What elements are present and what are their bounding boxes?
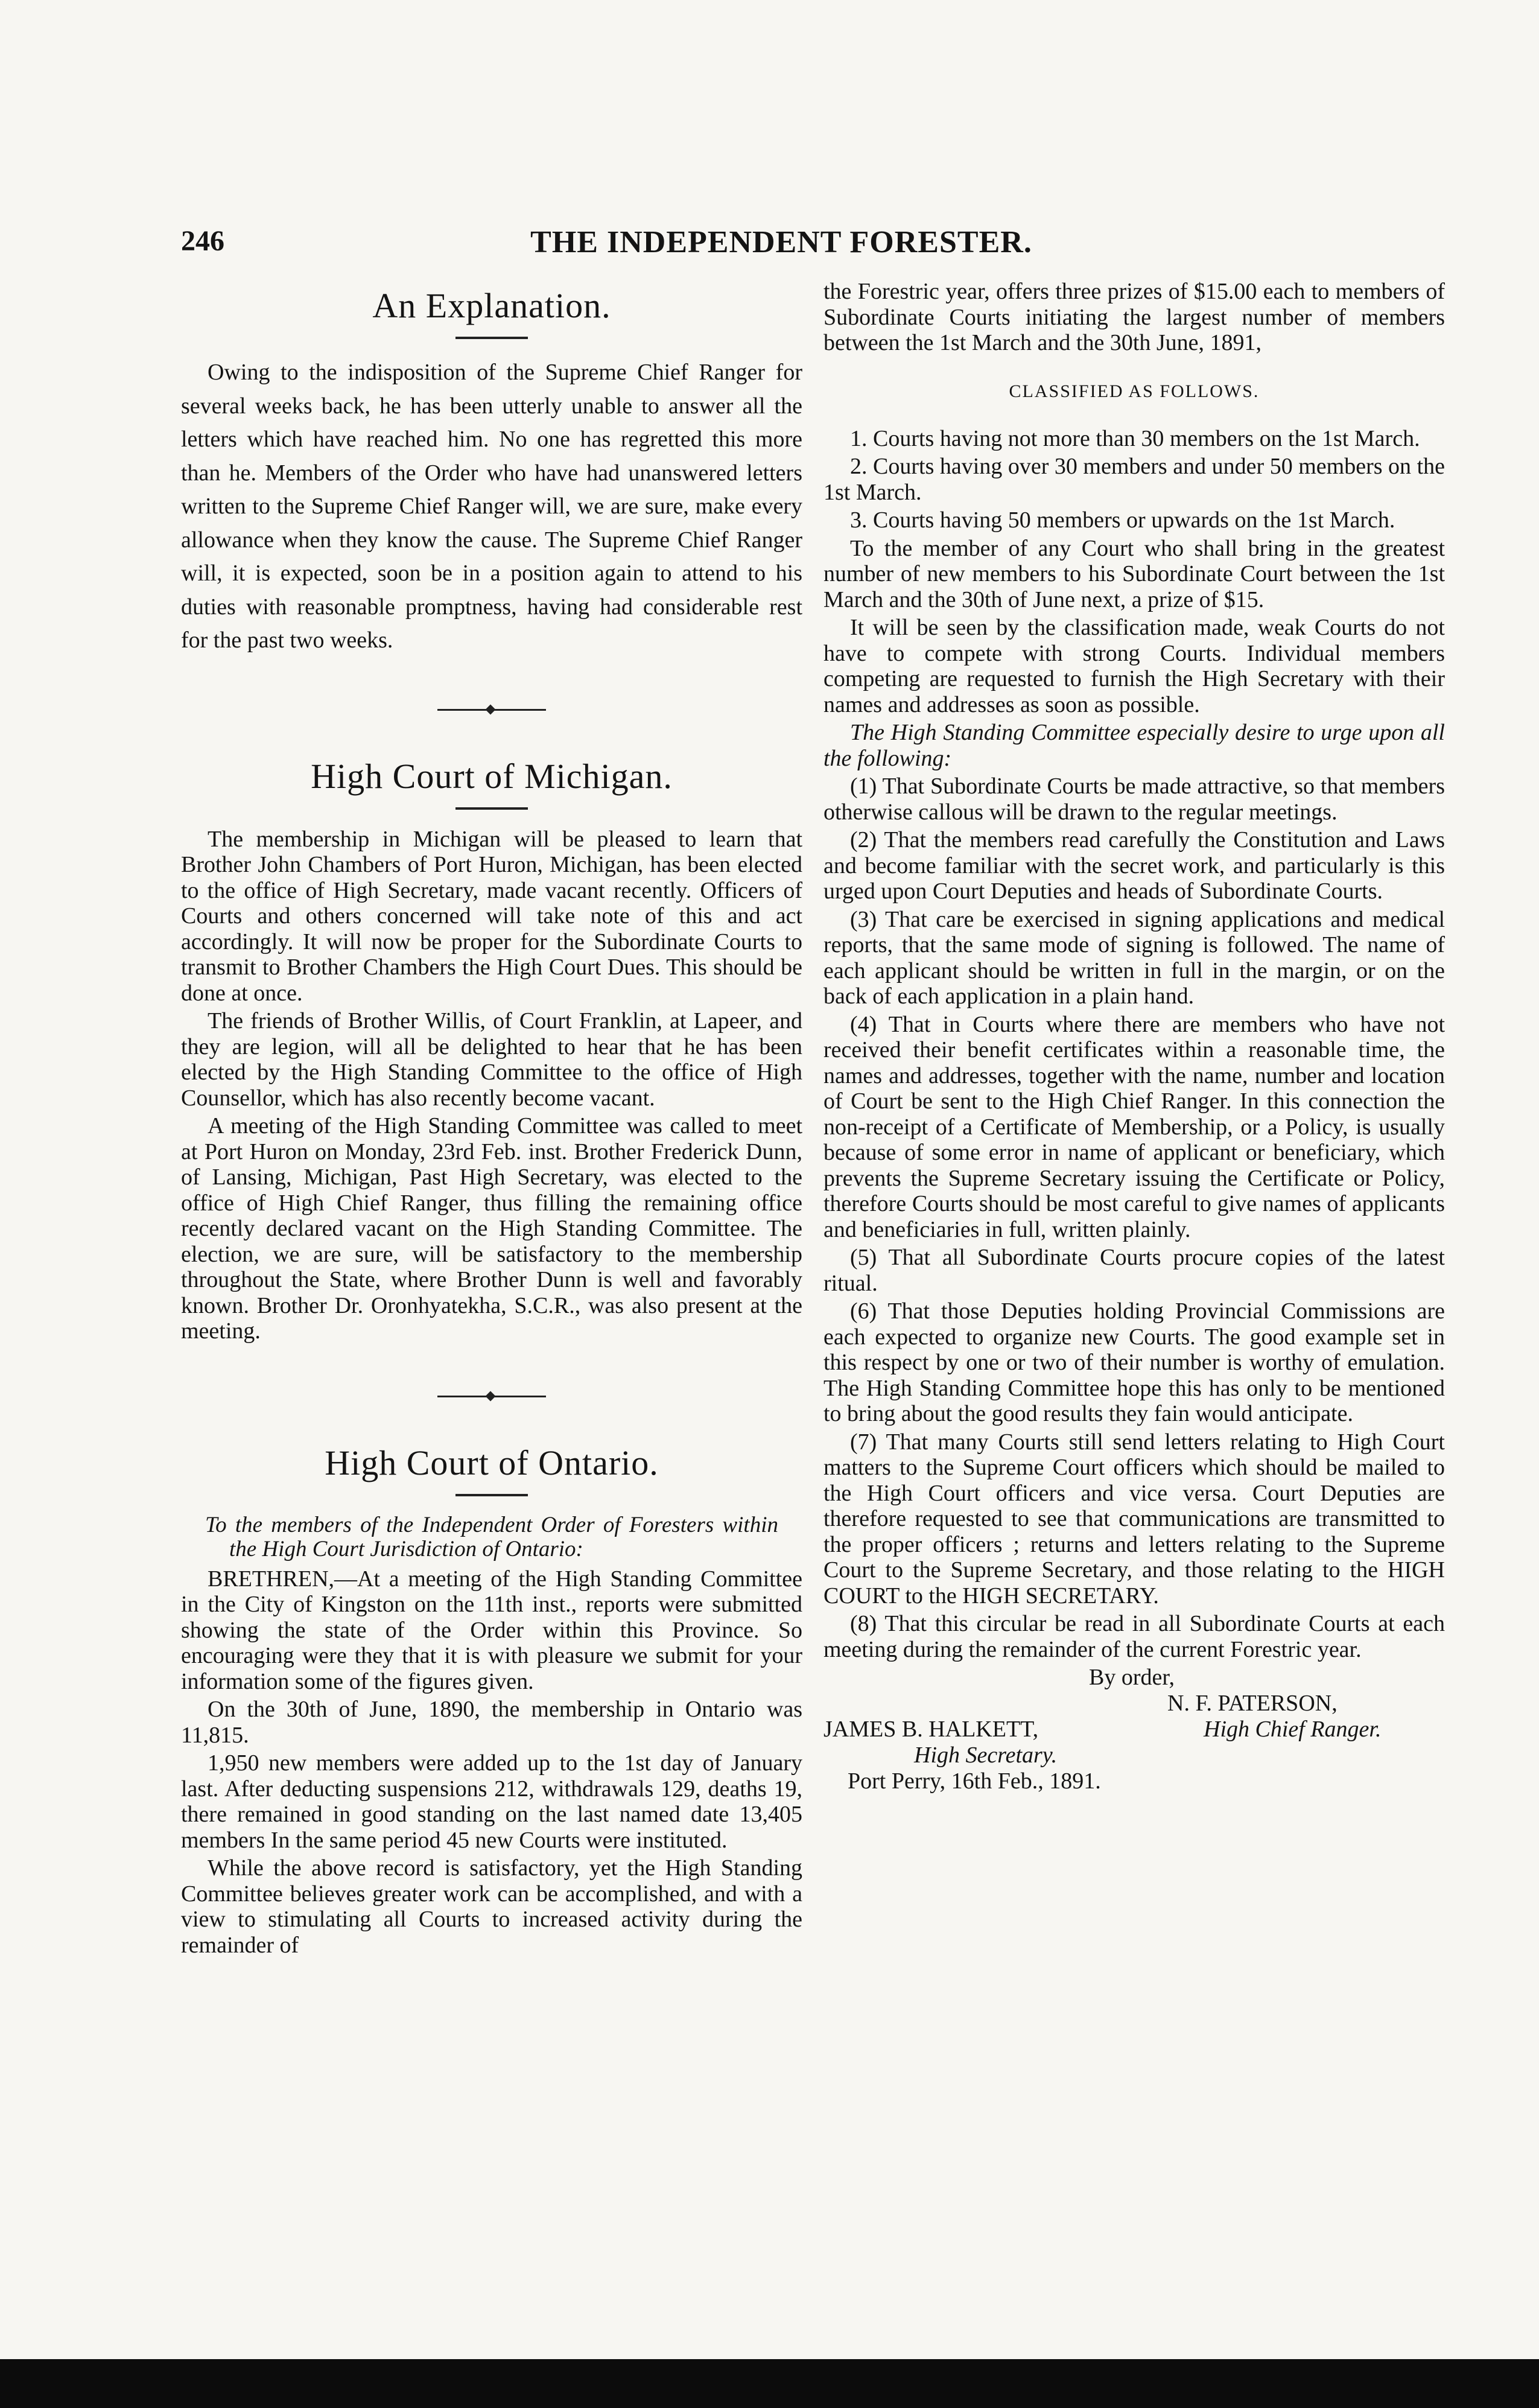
class-item: 3. Courts having 50 members or upwards on the 1st March. (850, 507, 1395, 533)
heading-rule (455, 337, 528, 339)
point-item: (2) That the members read carefully the Constitution and Laws and become familiar with the secret work, and particularly is this urged upon Court Deputies and heads of Subordinate Courts. (823, 827, 1445, 904)
point-item: (7) That many Courts still send letters relating to High Court matters to the Supreme Court officers which should be mailed to the High Court officers and vice versa. Court Deputies are therefore requested to see that communications are transmitted to the proper officers ; returns and letters relating to the Supreme Court to the Supreme Secretary, and those relating to the HIGH COURT to the HIGH SECRETARY. (823, 1429, 1445, 1609)
section-divider (437, 706, 546, 713)
scan-edge (0, 2359, 1539, 2408)
explanation-paragraph: Owing to the indisposition of the Supreme Chief Ranger for several weeks back, he has been utterly unable to answer all the letters which have reached him. No one has regretted this more than he. Members of the Order who have had unanswered letters written to the Supreme Chief Ranger will, we are sure, make every allowance when they know the cause. The Supreme Chief Ranger will, it is expected, soon be in a position again to attend to his duties with reasonable promptness, having had considerable rest for the past two weeks. (181, 360, 802, 653)
ontario-address: To the members of the Independent Order of Foresters within the High Court Jurisdiction of Ontario: (205, 1512, 778, 1561)
chief-title: High Chief Ranger. (1204, 1717, 1382, 1742)
point-item: (8) That this circular be read in all Subordinate Courts at each meeting during the remainder of the current Forestric year. (823, 1611, 1445, 1662)
michigan-paragraph: A meeting of the High Standing Committee was called to meet at Port Huron on Monday, 23rd Feb. inst. Brother Frederick Dunn, of Lansing, Michigan, Past High Secretary, was elected to the office of High Chief Ranger, thus filling the remaining office recently declared vacant on the High Standing Committee. The election, we are sure, will be satisfactory to the membership throughout the State, where Brother Dunn is well and favorably known. Brother Dr. Oronhyatekha, S.C.R., was also present at the meeting. (181, 1113, 802, 1344)
secretary-title: High Secretary. (914, 1742, 1058, 1768)
point-item: (4) That in Courts where there are members who have not received their benefit certificates within a reasonable time, the names and addresses, together with the name, number and location of Court be sent to the High Chief Ranger. In this connection the non-receipt of a Certificate of Membership, or a Policy, is usually because of some error in name of applicant or beneficiary, which prevents the Supreme Secretary issuing the Certificate or Policy, therefore Courts should be most careful to give names of applicants and beneficiaries in full, written plainly. (823, 1011, 1445, 1242)
michigan-paragraph: The friends of Brother Willis, of Court Franklin, at Lapeer, and they are legion, will all be delighted to hear that he has been elected by the High Standing Committee to the office of High Counsellor, which has also recently become vacant. (181, 1008, 802, 1111)
page-number: 246 (181, 225, 224, 257)
michigan-paragraph: The membership in Michigan will be pleased to learn that Brother John Chambers of Port Huron, Michigan, has been elected to the office of High Secretary, made vacant recently. Officers of Courts and others concerned will take note of this and act accordingly. It will now be proper for the Subordinate Courts to transmit to Brother Chambers the High Court Dues. This should be done at once. (181, 826, 802, 1006)
journal-title: THE INDEPENDENT FORESTER. (530, 225, 1032, 259)
ontario-paragraph: While the above record is satisfactory, yet the High Standing Committee believes greater work can be accomplished, and with a view to stimulating all Courts to increased activity during the remainder of (181, 1855, 802, 1958)
class-item: 1. Courts having not more than 30 members on the 1st March. (850, 425, 1420, 451)
running-header (181, 224, 1382, 273)
left-column (181, 279, 802, 1960)
point-item: (3) That care be exercised in signing applications and medical reports, that the same mode of signing is followed. The name of each applicant should be written in full in the margin, or on the back of each application in a plain hand. (823, 906, 1445, 1009)
ontario-paragraph: To the member of any Court who shall bring in the greatest number of new members to his Subordinate Court between the 1st March and the 30th of June next, a prize of $15. (823, 535, 1445, 612)
heading-rule (455, 1494, 528, 1496)
secretary-name: JAMES B. HALKETT, (823, 1717, 1039, 1742)
heading-rule (455, 807, 528, 810)
ontario-heading: High Court of Ontario. (325, 1443, 659, 1482)
point-item: (1) That Subordinate Courts be made attractive, so that members otherwise callous will be drawn to the regular meetings. (823, 774, 1445, 825)
place-date: Port Perry, 16th Feb., 1891. (848, 1768, 1101, 1794)
signature-block (823, 1665, 1445, 1794)
ontario-paragraph: It will be seen by the classification made, weak Courts do not have to compete with strong Courts. Individual members competing are requested to furnish the High Secretary with their names and addresses as soon as possible. (823, 615, 1445, 717)
point-item: (6) That those Deputies holding Provincial Commissions are each expected to organize new Courts. The good example set in this respect by one or two of their number is worthy of emulation. The High Standing Committee hope this has only to be mentioned to bring about the good results they fain would anticipate. (823, 1298, 1445, 1426)
ontario-paragraph: 1,950 new members were added up to the 1st day of January last. After deducting suspensions 212, withdrawals 129, deaths 19, there remained in good standing on the last named date 13,405 members In the same period 45 new Courts were instituted. (181, 1750, 802, 1853)
point-item: (5) That all Subordinate Courts procure copies of the latest ritual. (823, 1245, 1445, 1296)
explanation-heading: An Explanation. (372, 286, 611, 325)
classified-heading: CLASSIFIED AS FOLLOWS. (1009, 381, 1260, 401)
michigan-heading: High Court of Michigan. (311, 756, 673, 796)
section-divider (437, 1393, 546, 1400)
class-item: 2. Courts having over 30 members and under 50 members on the 1st March. (823, 454, 1445, 505)
ontario-paragraph: The High Standing Committee especially desire to urge upon all the following: (823, 720, 1445, 771)
ontario-continued: the Forestric year, offers three prizes of $15.00 each to members of Subordinate Courts initiating the largest number of members between the 1st March and the 30th June, 1891, (823, 279, 1445, 355)
ontario-paragraph: BRETHREN,—At a meeting of the High Standing Committee in the City of Kingston on the 11th inst., reports were submitted showing the state of the Order within this Province. So encouraging were they that it is with pleasure we submit for your information some of the figures given. (181, 1566, 802, 1694)
ontario-paragraph: On the 30th of June, 1890, the membership in Ontario was 11,815. (181, 1697, 802, 1748)
by-order: By order, (1089, 1665, 1175, 1690)
right-column (823, 279, 1445, 1794)
chief-name: N. F. PATERSON, (1167, 1691, 1338, 1716)
